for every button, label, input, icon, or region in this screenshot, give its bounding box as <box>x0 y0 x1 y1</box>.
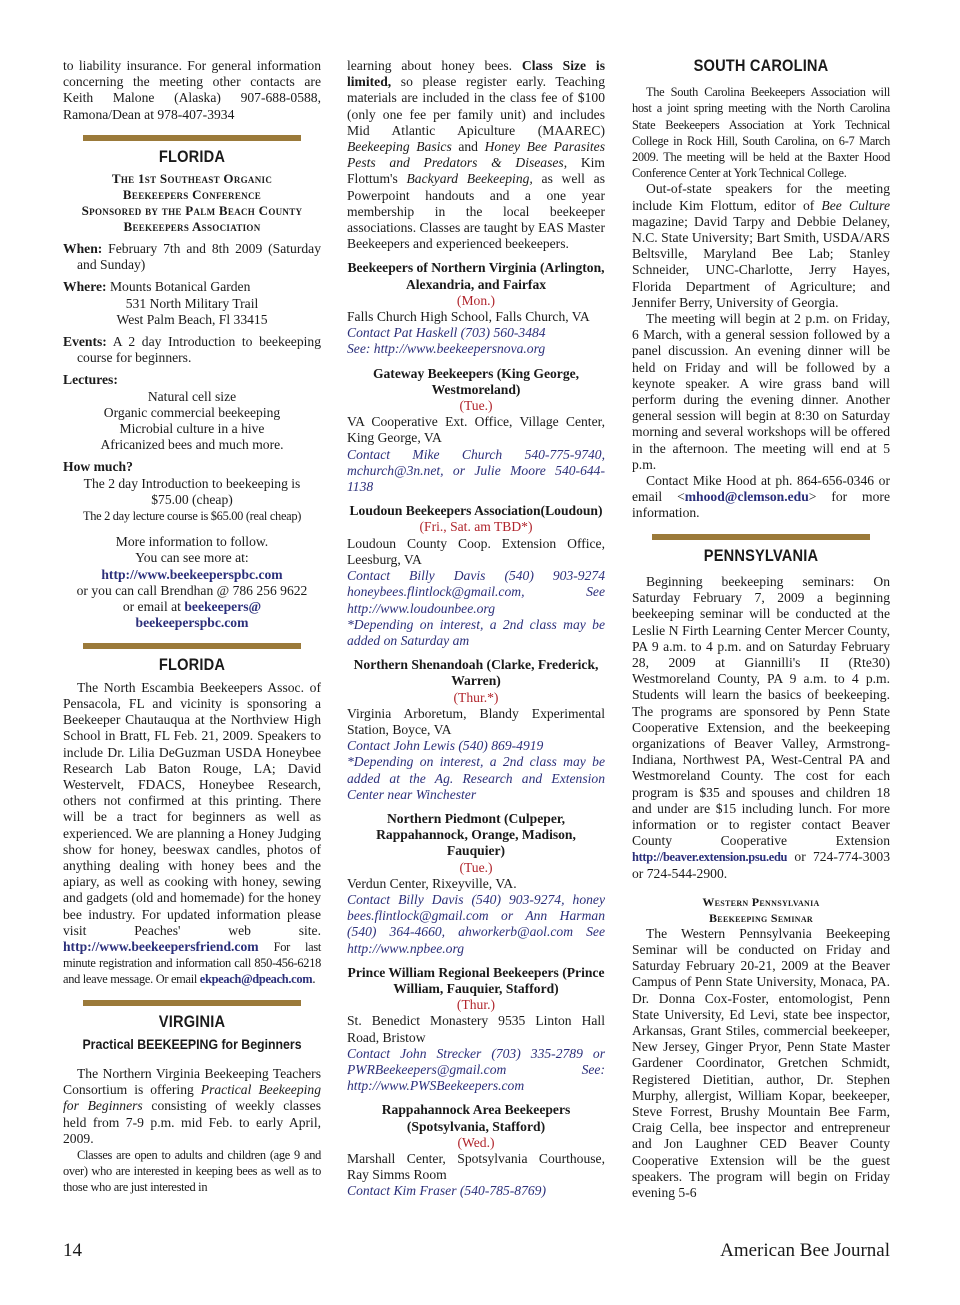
where-city: West Palm Beach, Fl 33415 <box>116 311 268 327</box>
section-heading-virginia: VIRGINIA <box>158 1011 226 1031</box>
lecture-item: Organic commercial beekeeping <box>103 404 281 420</box>
group-day: (Thur.) <box>456 997 496 1013</box>
page-number: 14 <box>63 1240 82 1261</box>
peaches-link[interactable]: http://www.beekeepersfriend.com <box>63 938 259 954</box>
group-contact: Contact John Strecker (703) 335-2789 or PWRBeekeepers@gmail.com See: http://www.PWSBeekeepers.com <box>347 1045 605 1094</box>
group-contact: Contact Mike Church 540-775-9740, mchurch@3n.net, or Julie Moore 540-644-1138 <box>347 446 605 495</box>
group-name: Rappahannock Area Beekeepers (Spotsylvania, Stafford) <box>381 1102 571 1134</box>
group-name: Gateway Beekeepers (King George, Westmoreland) <box>372 365 580 397</box>
group-contact: Contact Kim Fraser (540-785-8769) <box>347 1183 546 1199</box>
group-day: (Wed.) <box>457 1134 495 1150</box>
section-heading-florida-1: FLORIDA <box>158 146 226 166</box>
group-note: See: http://www.beekeepersnova.org <box>347 341 546 357</box>
group-location: Virginia Arboretum, Blandy Experimental Station, Boyce, VA <box>347 705 605 737</box>
beekeeper-groups <box>347 260 605 1199</box>
group-contact: Contact John Lewis (540) 869-4919 <box>347 738 544 754</box>
group-location: Verdun Center, Rixeyville, VA. <box>347 875 517 891</box>
price-line: The 2 day Introduction to beekeeping is <box>83 475 301 491</box>
pbc-link[interactable]: http://www.beekeeperspbc.com <box>101 566 283 582</box>
group-day: (Fri., Sat. am TBD*) <box>419 519 533 535</box>
conference-title: The 1st Southeast Organic Beekeepers Conference Sponsored by the Palm Beach County Beekeepers Association <box>81 171 303 235</box>
section-heading-pennsylvania: PENNSYLVANIA <box>703 545 819 565</box>
group-location: St. Benedict Monastery 9535 Linton Hall Road, Bristow <box>347 1013 605 1045</box>
section-heading-florida-2: FLORIDA <box>158 655 226 675</box>
lectures-label: Lectures: <box>63 372 118 388</box>
group-note: *Depending on interest, a 2nd class may be added at the Ag. Research and Extension Center near Winchester <box>347 754 605 802</box>
sc-p3: The meeting will begin at 2 p.m. on Friday, 6 March, with a general session followed by a panel discussion. An evening dinner will be held on Friday and will be followed by a keynote speaker. A wire grass band will perform during the evening dinner. Another general session will begin at 8:30 on Saturday morning and several workshops will be offered in the afternoon. The meeting will end at 5 p.m. <box>632 311 890 472</box>
group-name: Loudoun Beekeepers Association(Loudoun) <box>349 503 603 519</box>
group-contact: Contact Billy Davis (540) 903-9274, honey bees.flintlock@gmail.com or Ann Harman (540) 364-4660, ahworkerb@aol.com See http://www.npbee.org <box>347 891 605 956</box>
more-info: More information to follow. <box>115 534 269 550</box>
sc-p1: The South Carolina Beekeepers Association will host a joint spring meeting with the North Carolina State Beekeepers Association at York Technical College in Rock Hill, South Carolina, on 6-7 March 2009. The meeting will be held at the Baxter Hood Conference Center at York Technical College. <box>632 85 890 181</box>
intro-text: to liability insurance. For general information concerning the meeting other contacts are Keith Malone (Alaska) 907-688-0588, Ramona/Dean at 978-407-3934 <box>63 58 321 122</box>
group-name: Prince William Regional Beekeepers (Prince William, Fauquier, Stafford) <box>347 964 605 996</box>
pa-p2: The Western Pennsylvania Beekeeping Seminar will be conducted on Friday and Saturday February 20-21, 2009 at the Beaver Campus of Penn State University, Monaca, PA. Dr. Donna Cox-Foster, entomologist, Penn State University, Ed Levi, state bee inspector, Arkansas, Grant Stiles, commercial beekeeper, New Jersey, Ginger Pryor, Penn State Master Gardener Coordinator, Gretchen Schmidt, Registered Dietitian, author, Dr. Stephen Murphy, allergist, William Kopar, beekeeper, Steve Forrest, Brushy Mountain Bee Farm, Craig Cella, bee inspector and entrepreneur and Jon Laughner CED Beaver County Cooperative Extension will be the guest speakers. The program will begin on Friday evening 5-6 <box>632 925 890 1200</box>
virginia-subheading: Practical BEEKEEPING for Beginners <box>82 1035 302 1052</box>
pa-p1: Beginning beekeeping seminars: On Saturday February 7, 2009 a beginning beekeeping seminar will be conducted at the Leslie N Firth Learning Center Mercer County, PA 9 a.m. to 4 p.m. and on Saturday February 28, 2009 at Giannilli's II (Rte30) Westmoreland County, PA 9 a.m. to 4 p.m. Students will learn the basics of beekeeping. The programs are sponsored by Penn State Cooperative Extension, and the beekeeping organizations of Beaver Valley, Armstrong-Indiana, Northwest PA, West-Central PA and Westmoreland County. The cost for each program is $35 and spouses and children 18 and under are $15 including lunch. For more information or to register contact Beaver County Cooperative Extension http://beaver.extension.psu.edu or 724-774-3003 or 724-544-2900. <box>632 573 890 881</box>
events-line: Events: A 2 day Introduction to beekeeping course for beginners. <box>63 334 321 366</box>
email-link[interactable]: beekeepers@ <box>184 599 262 615</box>
florida-2-body: The North Escambia Beekeepers Assoc. of Pensacola, FL and vicinity is sponsoring a Beekeeper Chautauqua at the Northview High School in Bratt, FL Feb. 21, 2009. Speakers to include Dr. Lilia DeGuzman USDA Honeybee Research Lab Baton Rouge, LA; David Westervelt, FDACS, Honeybee Research, others not confirmed at this printing. There will be a tract for beginners as well as experienced. We are planning a Honey Judging show for honey, beeswax candles, photos of anything dealing with honey bees and the apiary, as well as cooking with honey, sewing and gadgets (old and homemade) for the honey bee industry. For updated information please visit Peaches' web site. http://www.beekeepersfriend.com For last minute registration and information call 850-456-6218 and leave message. Or email ekpeach@dpeach.com. <box>63 679 321 987</box>
sc-p2: Out-of-state speakers for the meeting include Kim Flottum, editor of Bee Culture magazine; David Tarpy and Debbie Delaney, N.C. State University; Bart Smith, USDA/ARS Beltsville, Maryland Bee Lab; Stanley Schneider, UNC-Charlotte, Jerry Hayes, Florida Department of Agriculture; and Jennifer Berry, University of Georgia. <box>632 181 890 310</box>
group-day: (Thur.*) <box>453 689 499 705</box>
section-divider <box>83 135 301 141</box>
group-location: VA Cooperative Ext. Office, Village Center, King George, VA <box>347 414 605 446</box>
peach-email-link[interactable]: ekpeach@dpeach.com <box>199 972 313 987</box>
beekeeper-group <box>347 503 605 649</box>
lecture-item: Microbial culture in a hive <box>119 421 265 437</box>
column-2 <box>347 58 605 1200</box>
more-info: You can see more at: <box>135 550 249 566</box>
psu-link[interactable]: http://beaver.extension.psu.edu <box>632 850 788 865</box>
beekeeper-group <box>347 260 605 357</box>
group-name: Beekeepers of Northern Virginia (Arlington, Alexandria, and Fairfax <box>347 260 605 292</box>
beekeeper-group <box>347 965 605 1095</box>
price-value: $75.00 (cheap) <box>151 491 233 507</box>
where-line: Where: Mounts Botanical Garden <box>63 279 251 295</box>
group-name: Northern Piedmont (Culpeper, Rappahannock, Orange, Madison, Fauquier) <box>376 810 576 859</box>
section-divider <box>83 1000 301 1006</box>
how-much-label: How much? <box>63 459 133 475</box>
column-1 <box>63 58 321 1196</box>
group-contact: Contact Billy Davis (540) 903-9274 honeybees.flintlock@gmail.com, See http://www.loudounbee.org <box>347 568 605 616</box>
column-3 <box>632 58 890 1201</box>
sc-p4: Contact Mike Hood at ph. 864-656-0346 or email <mhood@clemson.edu> for more information. <box>632 473 890 521</box>
lecture-item: Africanized bees and much more. <box>100 437 284 453</box>
group-note: *Depending on interest, a 2nd class may be added on Saturday am <box>347 616 605 648</box>
group-contact: Contact Pat Haskell (703) 560-3484 <box>347 325 546 341</box>
call-line: or you can call Brendhan @ 786 256 9622 <box>76 582 308 598</box>
email-link[interactable]: beekeeperspbc.com <box>135 615 249 631</box>
beekeeper-group <box>347 366 605 496</box>
group-day: (Tue.) <box>459 859 493 875</box>
group-day: (Mon.) <box>456 292 496 308</box>
virginia-p2: Classes are open to adults and children (age 9 and over) who are interested in keeping bees as well as to those who are just interested in <box>63 1147 321 1195</box>
group-name: Northern Shenandoah (Clarke, Frederick, Warren) <box>353 657 599 689</box>
beekeeper-group <box>347 1102 605 1199</box>
lecture-item: Natural cell size <box>147 388 237 404</box>
beekeeper-group <box>347 811 605 957</box>
beekeeper-group <box>347 657 605 803</box>
western-pa-heading: Western Pennsylvania Beekeeping Seminar <box>702 894 820 925</box>
virginia-continued: learning about honey bees. Class Size is limited, so please register early. Teaching materials are included in the class fee of $100 (only one fee per family unit) and includes Mid Atlantic Apiculture (MAAREC) Beekeeping Basics and Honey Bee Parasites Pests and Predators & Diseases, Kim Flottum's Backyard Beekeeping, as well as Powerpoint handouts and a one year membership in the local beekeeper associations. Classes are taught by EAS Master Beekeepers and experienced beekeepers. <box>347 58 605 252</box>
group-location: Marshall Center, Spotsylvania Courthouse, Ray Simms Room <box>347 1151 605 1183</box>
hood-email-link[interactable]: mhood@clemson.edu <box>684 489 809 505</box>
where-address: 531 North Military Trail <box>125 295 259 311</box>
journal-name: American Bee Journal <box>720 1240 890 1261</box>
section-heading-south-carolina: SOUTH CAROLINA <box>693 56 829 75</box>
email-line: or email at beekeepers@ <box>122 599 262 615</box>
virginia-p1: The Northern Virginia Beekeeping Teachers Consortium is offering Practical Beekeeping for Beginners consisting of weekly classes held from 7-9 p.m. mid Feb. to early April, 2009. <box>63 1065 321 1146</box>
group-location: Falls Church High School, Falls Church, VA <box>347 309 590 325</box>
section-divider <box>83 643 301 649</box>
price-lecture: The 2 day lecture course is $65.00 (real cheap) <box>82 509 302 524</box>
group-location: Loudoun County Coop. Extension Office, Leesburg, VA <box>347 535 605 567</box>
group-day: (Tue.) <box>459 398 493 414</box>
when-line: When: February 7th and 8th 2009 (Saturday and Sunday) <box>63 241 321 273</box>
section-divider <box>652 534 870 540</box>
